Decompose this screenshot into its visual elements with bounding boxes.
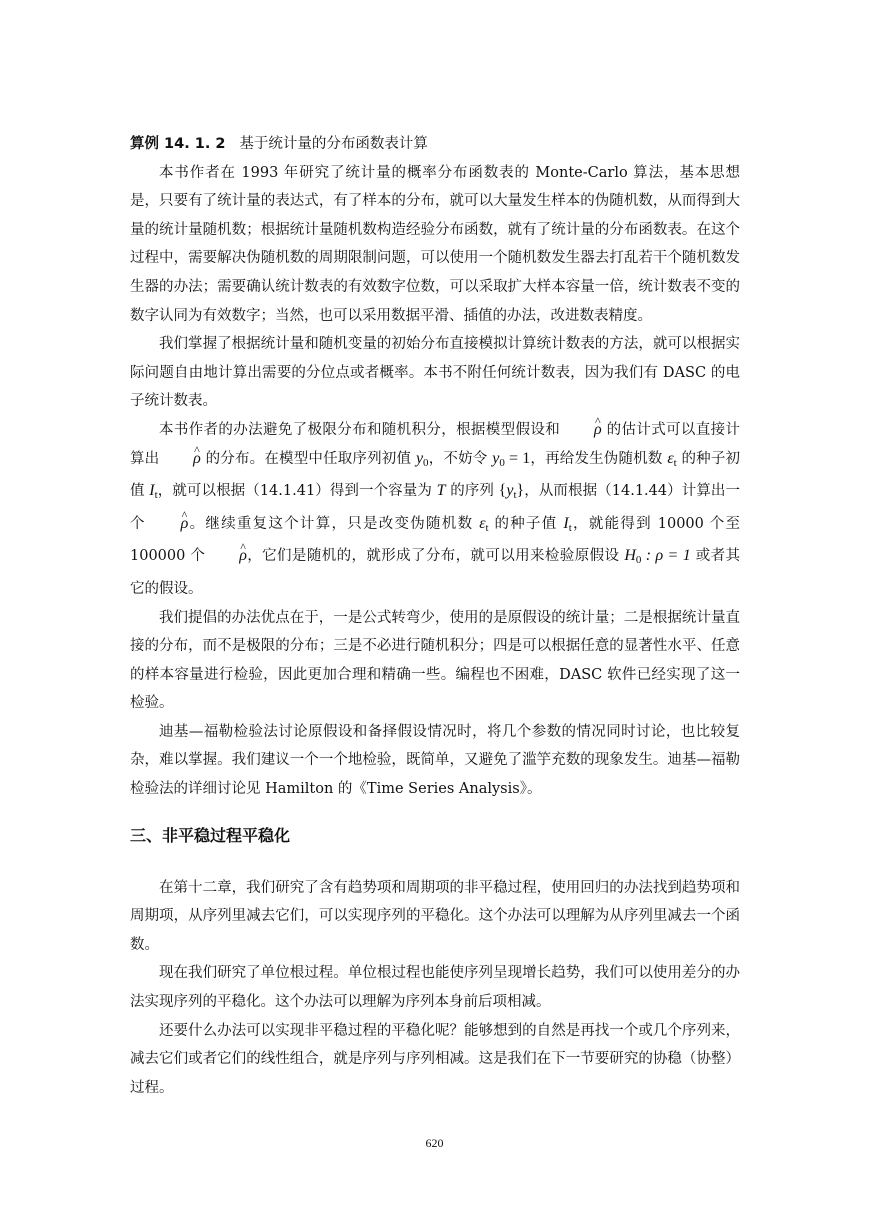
- math-sub-t: t: [568, 521, 572, 534]
- math-brace-close: }: [516, 482, 525, 500]
- page-number: 620: [425, 1136, 444, 1150]
- example-title: 基于统计量的分布函数表计算: [239, 136, 428, 152]
- text-run: ，再给发生伪随机数: [530, 450, 668, 467]
- rho-hat: ^ ρ: [565, 416, 602, 445]
- text-run: 本书作者的办法避免了极限分布和随机积分，根据模型假设和: [159, 421, 566, 438]
- math-h0-rest: : ρ = 1: [641, 547, 691, 565]
- text-run: 的序列: [445, 483, 499, 500]
- text-run: ，就可以根据（14.1.41）得到一个容量为: [157, 483, 437, 500]
- example-paragraph-3: [130, 416, 740, 604]
- math-sub-0: 0: [423, 456, 429, 469]
- math-y: y: [492, 449, 500, 467]
- math-sub-t: t: [513, 489, 517, 502]
- math-y0-eq-1: [492, 450, 530, 467]
- example-paragraph-2: 我们掌握了根据统计量和随机变量的初始分布直接模拟计算统计数表的方法，就可以根据实际问题自由地计算出需要的分位点或者概率。本书不附任何统计数表，因为我们有 DASC 的电子统计数表。: [130, 336, 740, 410]
- math-eps-t: [479, 515, 488, 532]
- math-sub-t: t: [673, 456, 677, 469]
- example-paragraph-5: 迪基—福勒检验法讨论原假设和备择假设情况时，将几个参数的情况同时讨论，也比较复杂，难以掌握。我们建议一个一个地检验，既简单，又避免了滥竽充数的现象发生。迪基—福勒检验法的详细讨论见 Hamilton 的《Time Series Analysis》。: [130, 723, 740, 798]
- math-sub-t: t: [485, 521, 489, 534]
- text-run: 的种子初值: [130, 450, 741, 500]
- rho-hat: ^ ρ: [152, 510, 189, 539]
- text-run: 的分布。在模型中任取序列初值: [200, 450, 416, 467]
- section-title: 三、非平稳过程平稳化: [130, 825, 291, 845]
- math-I: I: [563, 514, 569, 532]
- math-brace-open: {: [498, 482, 507, 500]
- text-run: ，就能得到 10000 个至 100000 个: [130, 515, 741, 565]
- text-run: 或者其它的假设。: [130, 548, 741, 597]
- math-I-t: [149, 482, 158, 502]
- math-sub-t: t: [154, 489, 158, 502]
- rho-hat: ^ ρ: [210, 542, 247, 571]
- math-I: I: [149, 482, 155, 500]
- text-run: 的估计式可以直接计算出: [130, 421, 740, 467]
- rho-hat: ^ ρ: [164, 445, 201, 474]
- math-eps: ε: [479, 514, 486, 532]
- math-eps: ε: [667, 449, 674, 467]
- math-y0: [416, 450, 429, 467]
- content: [130, 130, 740, 1102]
- math-eq-1: = 1: [504, 449, 531, 467]
- math-T: T: [436, 482, 446, 500]
- example-heading: [130, 130, 740, 159]
- text-run: ，不妨令: [428, 450, 493, 467]
- text-run: ，从而根据（14.1.44）计算出一个: [130, 483, 741, 532]
- math-y: y: [415, 449, 424, 467]
- math-sub-0: 0: [499, 456, 505, 469]
- section-paragraph-2: 现在我们研究了单位根过程。单位根过程也能使序列呈现增长趋势，我们可以使用差分的办法实现序列的平稳化。这个办法可以理解为序列本身前后项相减。: [130, 965, 740, 1011]
- example-label: 算例 14. 1. 2: [130, 136, 226, 152]
- math-H: H: [624, 547, 636, 565]
- text-run: 的种子值: [488, 515, 564, 532]
- section-paragraph-1: 在第十二章，我们研究了含有趋势项和周期项的非平稳过程，使用回归的办法找到趋势项和周期项，从序列里减去它们，可以实现序列的平稳化。这个办法可以理解为从序列里减去一个函数。: [130, 879, 740, 953]
- example-paragraph-4: 我们提倡的办法优点在于，一是公式转弯少，使用的是原假设的统计量；二是根据统计量直接的分布，而不是极限的分布；三是不必进行随机积分；四是可以根据任意的显著性水平、任意的样本容量进行检验，因此更加合理和精确一些。编程也不困难，DASC 软件已经实现了这一检验。: [130, 609, 740, 712]
- math-H0: [624, 547, 691, 567]
- math-sub-0: 0: [635, 554, 642, 567]
- text-run: 。继续重复这个计算，只是改变伪随机数: [188, 515, 480, 532]
- section-paragraph-3: 还要什么办法可以实现非平稳过程的平稳化呢？能够想到的自然是再找一个或几个序列来，减去它们或者它们的线性组合，就是序列与序列相减。这是我们在下一节要研究的协稳（协整）过程。: [130, 1022, 740, 1096]
- math-eps-t: [667, 450, 676, 467]
- text-run: ，它们是随机的，就形成了分布，就可以用来检验原假设: [246, 548, 625, 565]
- math-I-t: [563, 515, 571, 532]
- example-paragraph-1: 本书作者在 1993 年研究了统计量的概率分布函数表的 Monte-Carlo 算法，基本思想是，只要有了统计量的表达式，有了样本的分布，就可以大量发生样本的伪随机数，从而得到大量的统计量随机数；根据统计量随机数构造经验分布函数，就有了统计量的分布函数表。在这个过程中，需要解决伪随机数的周期限制问题，可以使用一个随机数发生器去打乱若干个随机数发生器的办法；需要确认统计数表的有效数字位数，可以采取扩大样本容量一倍，统计数表不变的数字认同为有效数字；当然，也可以采用数据平滑、插值的办法，改进数表精度。: [130, 164, 740, 324]
- math-y: y: [506, 482, 514, 500]
- math-yt-set: [498, 482, 525, 502]
